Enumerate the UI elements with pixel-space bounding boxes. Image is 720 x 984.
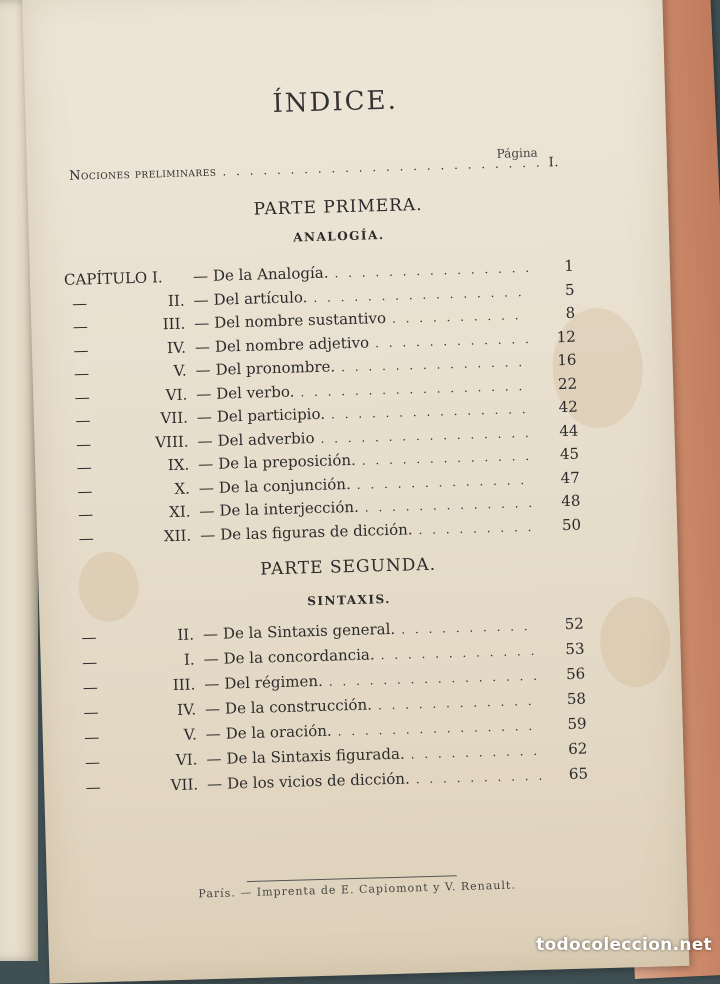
toc-entry-title: De las figuras de dicción.: [219, 519, 413, 544]
toc-page-number: 47: [560, 468, 580, 487]
toc-entry-title: Del participio.: [216, 404, 326, 426]
toc-page-number: 45: [559, 444, 580, 464]
toc-entry-title: De la preposición.: [217, 450, 357, 473]
toc-separator: —: [195, 360, 211, 380]
toc-page-number: 56: [565, 664, 586, 684]
toc-dash: —: [76, 458, 92, 477]
toc-chapter-number: III.: [172, 675, 196, 695]
toc-separator: —: [194, 337, 211, 356]
toc-entry-title: Del artículo.: [213, 287, 308, 309]
leader-dots: [380, 644, 538, 662]
leader-dots: [378, 694, 540, 713]
toc-page-number: 5: [564, 280, 575, 299]
toc-separator: —: [194, 313, 210, 333]
part-two-title: PARTE SEGUNDA.: [259, 554, 437, 580]
toc-page-number: 16: [557, 350, 577, 370]
leader-dots: [365, 496, 535, 515]
toc-dash: —: [71, 293, 88, 313]
toc-dash: —: [77, 505, 94, 524]
toc-chapter-number: IV.: [166, 338, 187, 357]
toc-dash: —: [81, 628, 97, 647]
toc-preliminares: [69, 155, 559, 184]
leader-dots: [392, 308, 530, 326]
toc-separator: —: [202, 624, 219, 644]
toc-dash: —: [84, 728, 100, 747]
toc-chapter-number: CAPÍTULO I.: [63, 268, 163, 289]
leader-dots: [338, 719, 541, 739]
toc-separator: —: [199, 525, 216, 544]
toc-chapter-number: IV.: [176, 700, 197, 719]
toc-entry-title: Del nombre adjetivo: [214, 332, 370, 356]
leader-dots: [331, 402, 532, 422]
toc-entry-title: De la interjección.: [219, 497, 360, 520]
page-title: ÍNDICE.: [272, 85, 399, 120]
leader-dots: [341, 355, 531, 374]
toc-entry-title: Del régimen.: [224, 671, 324, 693]
toc-chapter-number: VII.: [170, 775, 199, 795]
toc-chapter-number: VI.: [175, 750, 198, 769]
toc-separator: —: [192, 266, 209, 286]
toc-entry-title: De la Analogía.: [212, 263, 329, 285]
toc-chapter-number: XII.: [163, 525, 192, 545]
site-watermark: todocoleccion.net: [536, 935, 712, 955]
toc-chapter-number: VII.: [160, 408, 189, 428]
toc-entry-title: Del verbo.: [215, 382, 295, 403]
toc-entry-title: De la concordancia.: [223, 645, 375, 668]
toc-page-number: 65: [568, 764, 589, 784]
toc-chapter-number: VI.: [165, 385, 188, 404]
leader-dots: [357, 472, 534, 491]
toc-separator: —: [203, 649, 219, 669]
printer-imprint: París. — Imprenta de E. Capiomont y V. Renault.: [198, 878, 516, 901]
toc-page-number: 62: [567, 739, 588, 759]
toc-page-number: 50: [561, 515, 582, 534]
toc-separator: —: [199, 501, 215, 521]
toc-page-number: 52: [564, 614, 585, 634]
leader-dots: [222, 156, 543, 179]
toc-separator: —: [197, 431, 213, 450]
toc-dash: —: [81, 653, 98, 672]
toc-separator: —: [196, 407, 213, 427]
leader-dots: [418, 519, 535, 536]
toc-entry-title: De la conjunción.: [218, 474, 351, 497]
toc-chapter-number: XI.: [168, 502, 191, 522]
toc-chapter-number: V.: [173, 361, 187, 380]
toc-page-number: 44: [559, 421, 579, 440]
toc-chapter-number: VIII.: [154, 432, 189, 451]
toc-dash: —: [85, 778, 101, 797]
toc-chapter-number: I.: [183, 650, 195, 669]
toc-dash: —: [82, 678, 99, 697]
book-page: [22, 0, 689, 984]
toc-dash: —: [73, 340, 89, 360]
toc-separator: —: [198, 478, 215, 497]
toc-dash: —: [75, 434, 92, 454]
toc-entry-title: De la oración.: [225, 721, 332, 743]
toc-chapter-number: II.: [167, 291, 185, 310]
toc-entry-title: De los vicios de dicción.: [226, 769, 410, 793]
toc-separator: —: [204, 674, 220, 694]
toc-dash: —: [84, 753, 101, 772]
leader-dots: [416, 769, 543, 787]
toc-separator: —: [206, 774, 223, 794]
toc-separator: —: [197, 454, 214, 474]
toc-separator: —: [206, 749, 222, 769]
part-one-section: ANALOGÍA.: [293, 227, 385, 245]
toc-dash: —: [72, 317, 89, 336]
toc-separator: —: [195, 384, 212, 403]
toc-page-number: 8: [565, 303, 576, 322]
toc-page-number: 42: [558, 397, 578, 417]
toc-page-number: I.: [548, 155, 560, 171]
toc-page-number: 53: [565, 639, 585, 659]
leader-dots: [411, 744, 542, 762]
leader-dots: [362, 449, 534, 468]
toc-entry-title: Del adverbio: [217, 428, 315, 450]
toc-page-number: 12: [556, 327, 577, 346]
leader-dots: [401, 619, 538, 637]
toc-entry-title: Nociones preliminares: [68, 164, 217, 184]
pagina-label: Página: [496, 145, 538, 161]
toc-dash: —: [78, 528, 94, 548]
leader-dots: [375, 331, 530, 349]
toc-dash: —: [73, 364, 90, 383]
toc-dash: —: [75, 411, 91, 430]
toc-page-number: 22: [557, 374, 578, 393]
toc-dash: —: [74, 387, 91, 407]
toc-chapter-number: IX.: [167, 455, 190, 475]
toc-dash: —: [83, 703, 99, 722]
leader-dots: [320, 425, 532, 445]
toc-chapter-number: V.: [183, 725, 197, 744]
toc-chapter-number: III.: [162, 314, 186, 334]
toc-dash: —: [77, 481, 93, 501]
toc-separator: —: [193, 290, 209, 309]
leader-dots: [334, 261, 528, 280]
toc-entry-title: Del nombre sustantivo: [214, 308, 387, 332]
toc-page-number: 48: [561, 491, 581, 511]
toc-separator: —: [204, 699, 221, 719]
toc-entry-title: De la construcción.: [224, 695, 373, 718]
toc-separator: —: [205, 724, 221, 744]
toc-entry-title: De la Sintaxis general.: [222, 619, 396, 643]
toc-chapter-number: II.: [177, 625, 195, 644]
leader-dots: [300, 378, 531, 398]
leader-dots: [313, 284, 528, 304]
part-one-title: PARTE PRIMERA.: [253, 194, 423, 220]
toc-page-number: 1: [564, 256, 575, 275]
toc-page-number: 59: [567, 714, 587, 734]
toc-entry-title: Del pronombre.: [215, 357, 336, 379]
leader-dots: [329, 669, 540, 689]
toc-page-number: 58: [566, 689, 587, 709]
paper-stain: [599, 596, 671, 688]
part-two-section: SINTAXIS.: [307, 591, 392, 609]
toc-chapter-number: X.: [174, 479, 191, 498]
toc-entry-title: De la Sintaxis figurada.: [226, 744, 405, 768]
